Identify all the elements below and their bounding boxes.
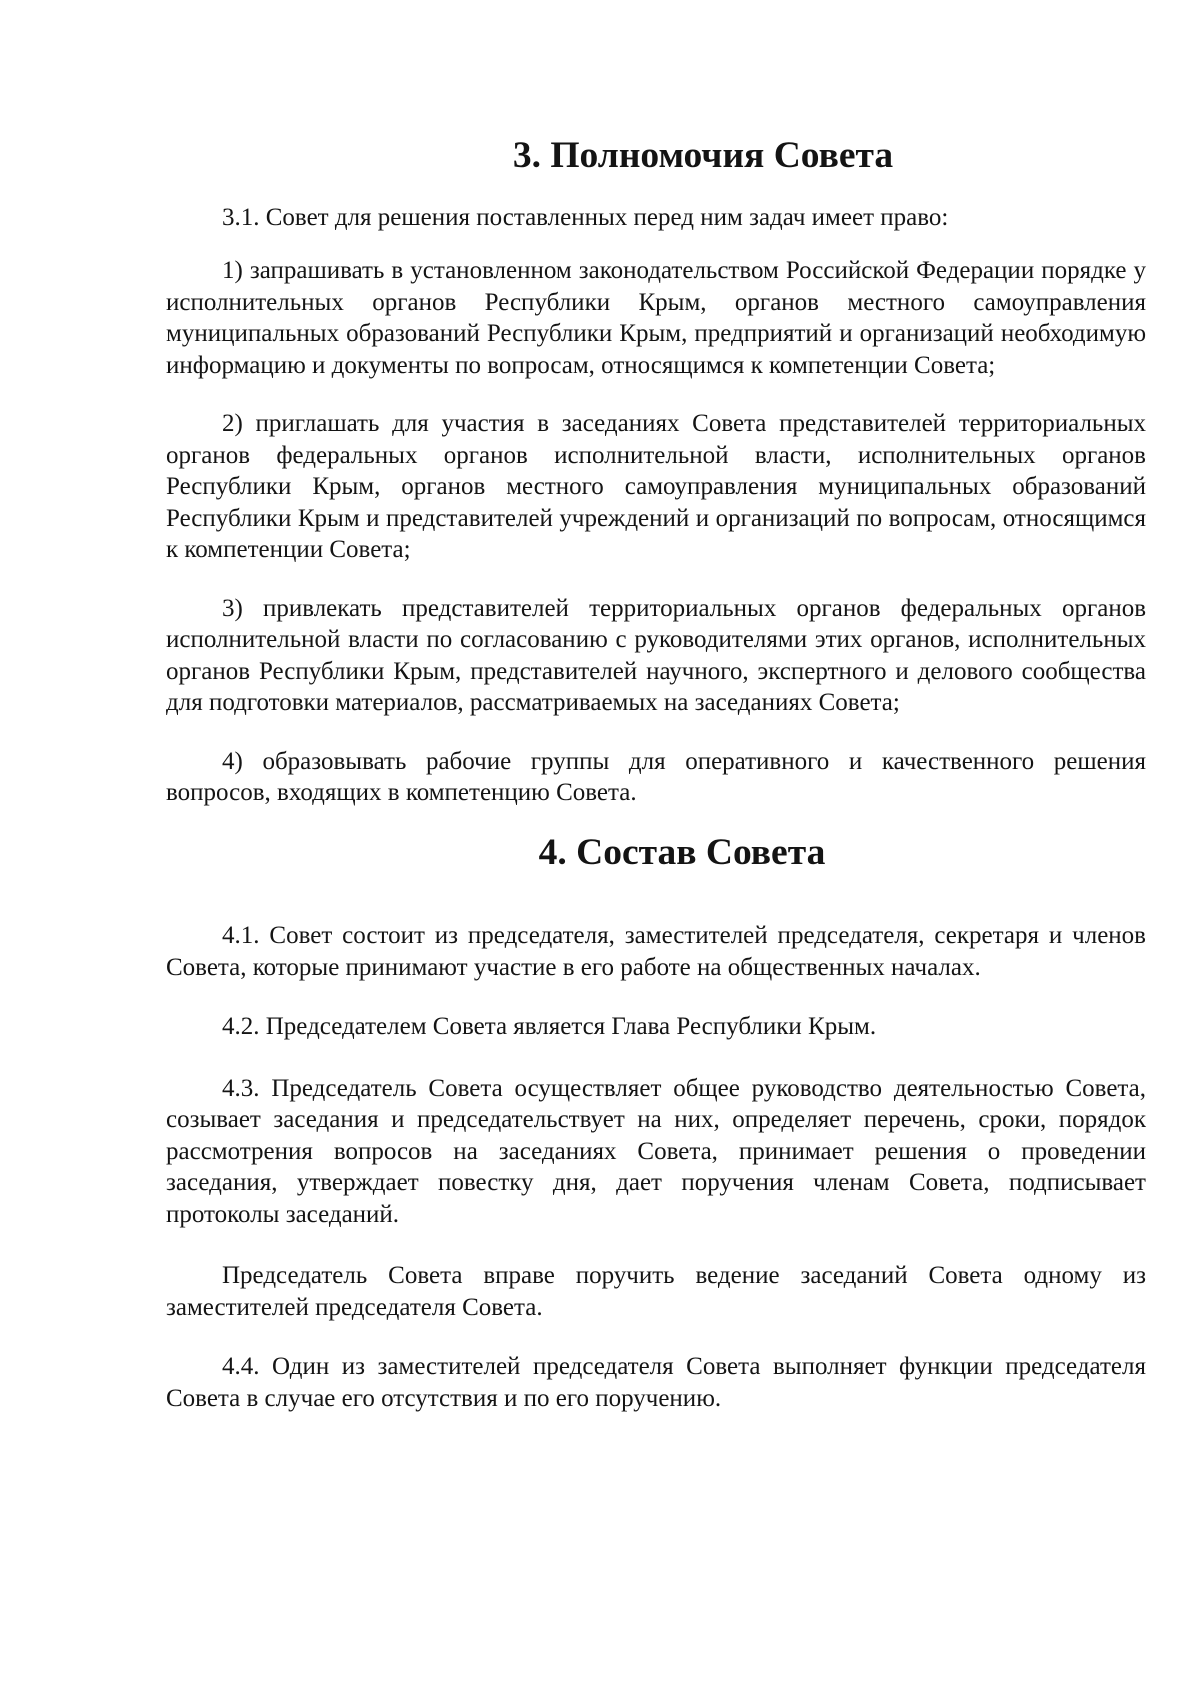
clause-4-1: 4.1. Совет состоит из председателя, заместителей председателя, секретаря и членов Совета, которые принимают участие в его работе на общественных началах. (166, 922, 1146, 981)
document-body (166, 135, 1146, 1414)
clause-4-3-note: Председатель Совета вправе поручить ведение заседаний Совета одному из заместителей председателя Совета. (166, 1262, 1146, 1321)
clause-3-1-item-3: 3) привлекать представителей территориальных органов федеральных органов исполнительной власти по согласованию с руководителями этих органов, исполнительных органов Республики Крым, представителей научного, экспертного и делового сообщества для подготовки материалов, рассматриваемых на заседаниях Совета; (166, 594, 1146, 716)
clause-3-1-item-4: 4) образовывать рабочие группы для оперативного и качественного решения вопросов, входящих в компетенцию Совета. (166, 747, 1146, 806)
clause-3-1: 3.1. Совет для решения поставленных перед ним задач имеет право: (222, 203, 949, 231)
clause-3-1-item-1: 1) запрашивать в установленном законодательством Российской Федерации порядке у исполнительных органов Республики Крым, органов местного самоуправления муниципальных образований Республики Крым, предприятий и организаций необходимую информацию и документы по вопросам, относящимся к компетенции Совета; (166, 257, 1146, 379)
clause-3-1-item-2: 2) приглашать для участия в заседаниях Совета представителей территориальных органов федеральных органов исполнительной власти, исполнительных органов Республики Крым, органов местного самоуправления муниципальных образований Республики Крым и представителей учреждений и организаций по вопросам, относящимся к компетенции Совета; (166, 410, 1146, 563)
clause-4-3: 4.3. Председатель Совета осуществляет общее руководство деятельностью Совета, созывает заседания и председательствует на них, определяет перечень, сроки, порядок рассмотрения вопросов на заседаниях Совета, принимает решения о проведении заседания, утверждает повестку дня, дает поручения членам Совета, подписывает протоколы заседаний. (166, 1074, 1146, 1228)
clause-4-4: 4.4. Один из заместителей председателя Совета выполняет функции председателя Совета в случае его отсутствия и по его поручению. (166, 1353, 1146, 1412)
section-4-heading: 4. Состав Совета (538, 831, 826, 873)
clause-4-2: 4.2. Председателем Совета является Глава Республики Крым. (222, 1013, 877, 1040)
section-3-heading: 3. Полномочия Совета (512, 135, 894, 176)
